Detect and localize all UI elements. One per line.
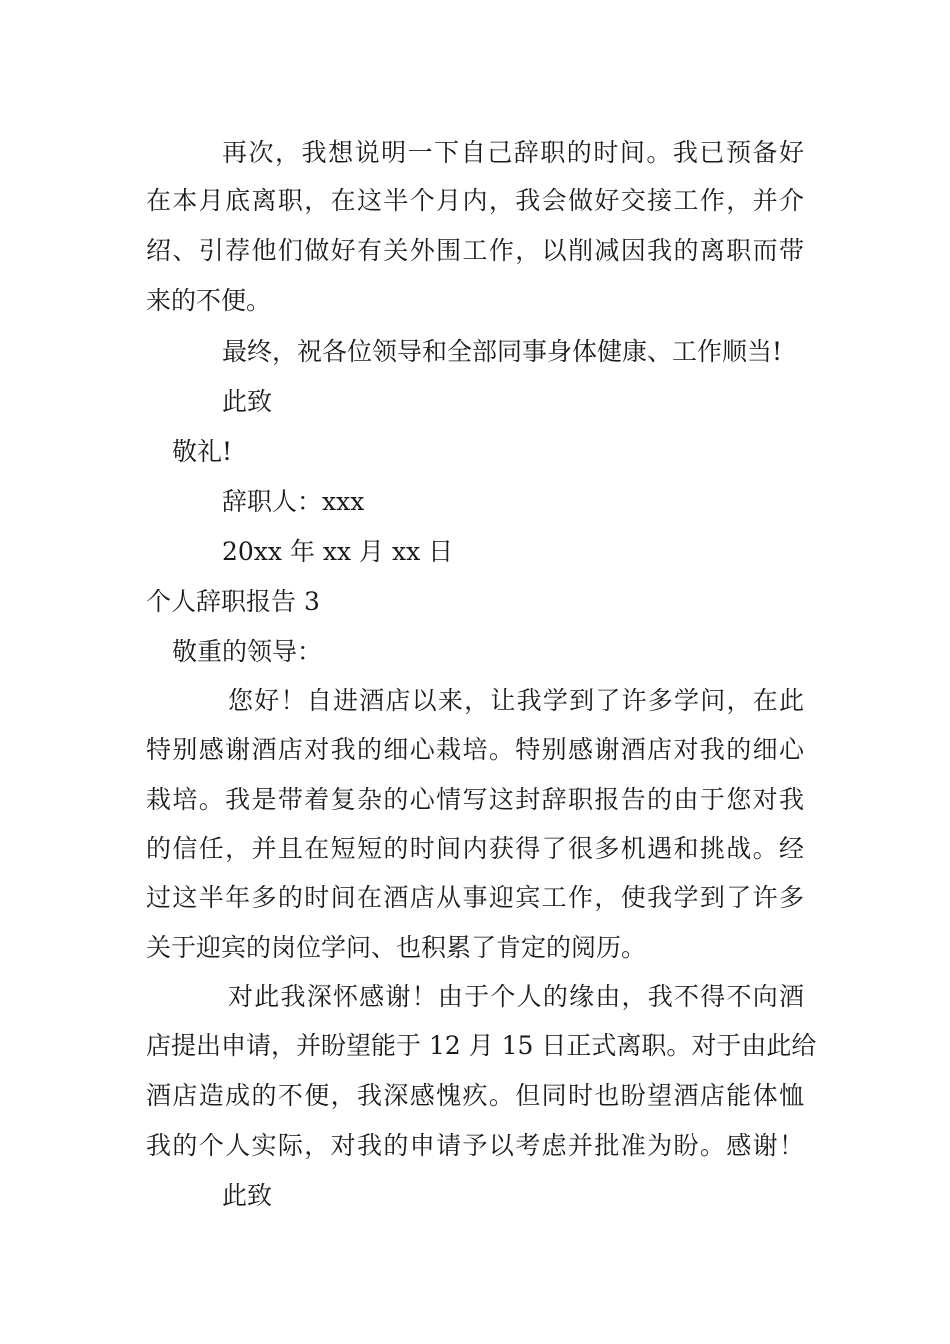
closing-cizhi: 此致: [222, 1181, 273, 1210]
date-line: 20xx 年 xx 月 xx 日: [222, 537, 454, 566]
paragraph-line: 我的个人实际，对我的申请予以考虑并批准为盼。感谢！: [146, 1131, 804, 1160]
section-heading: 个人辞职报告 3: [146, 587, 320, 616]
paragraph-line: 您好！自进酒店以来，让我学到了许多学问，在此: [228, 686, 804, 715]
paragraph-line: 来的不便。: [146, 286, 272, 315]
paragraph-line: 过这半年多的时间在酒店从事迎宾工作，使我学到了许多: [146, 883, 804, 912]
paragraph-line: 酒店造成的不便，我深感愧疚。但同时也盼望酒店能体恤: [146, 1081, 804, 1110]
paragraph-line: 绍、引荐他们做好有关外围工作，以削减因我的离职而带: [146, 236, 804, 265]
paragraph-line: 的信任，并且在短短的时间内获得了很多机遇和挑战。经: [146, 834, 804, 863]
paragraph-line: 特别感谢酒店对我的细心栽培。特别感谢酒店对我的细心: [146, 735, 804, 764]
closing-wish: 最终，祝各位领导和全部同事身体健康、工作顺当!: [222, 337, 783, 366]
signer-line: 辞职人：xxx: [222, 487, 365, 516]
closing-jingli: 敬礼!: [172, 437, 233, 466]
paragraph-line: 栽培。我是带着复杂的心情写这封辞职报告的由于您对我: [146, 785, 804, 814]
salutation: 敬重的领导：: [172, 637, 323, 666]
paragraph-line: 对此我深怀感谢！由于个人的缘由，我不得不向酒: [228, 982, 804, 1011]
paragraph-line: 在本月底离职，在这半个月内，我会做好交接工作，并介: [146, 186, 804, 215]
paragraph-line: 再次，我想说明一下自己辞职的时间。我已预备好: [222, 138, 804, 167]
paragraph-line: 关于迎宾的岗位学问、也积累了肯定的阅历。: [146, 933, 647, 962]
closing-cizhi: 此致: [222, 387, 273, 416]
paragraph-line: 店提出申请，并盼望能于 12 月 15 日正式离职。对于由此给: [146, 1031, 817, 1060]
